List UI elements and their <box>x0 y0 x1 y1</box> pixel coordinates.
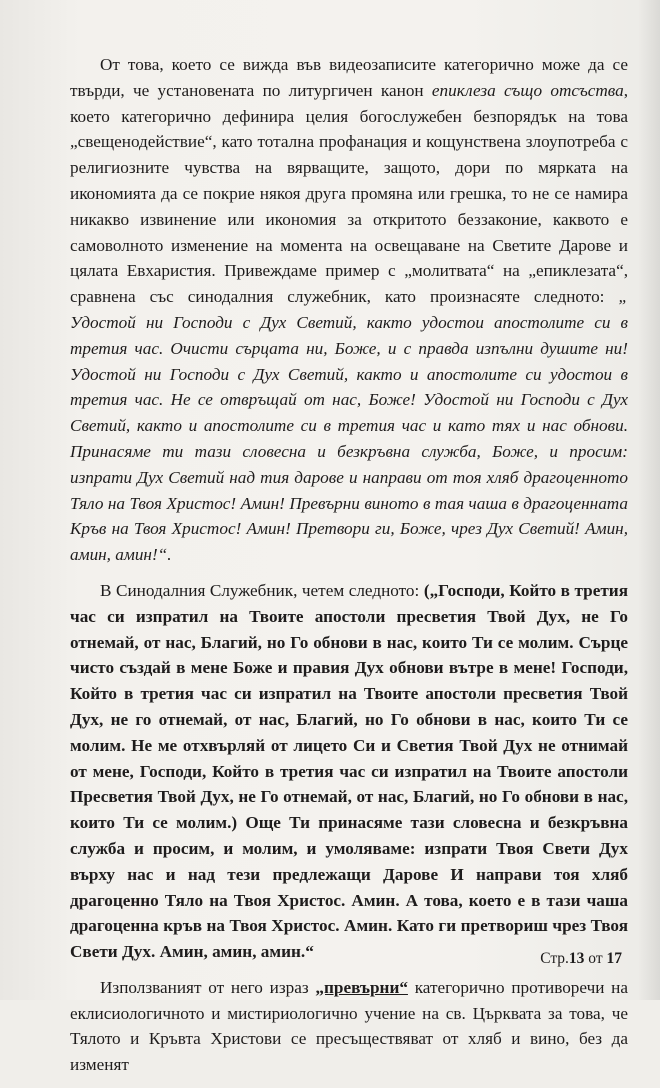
paragraph-3-text-c: категорично противоречи на еклисиологичното и мистириологично учение на св. Църквата за това, че Тялото и Кръвта Христови се пресъществяват от хляб и вино, без да изменят <box>70 977 629 1075</box>
paragraph-1-italic-quote: „ Удостой ни Господи с Дух Светий, както удостои апостолите си в третия час. Очисти сърцата ни, Боже, и с правда изпълни душите ни! Удостой ни Господи с Дух Светий, както и апостолите си удостои в третия час. Не се отвръщай от нас, Боже! Удостой ни Господи с Дух Светий, както и апостолите си в третия час и като тях и нас обнови. Принасяме ти тази словесна и безкръвна служба, Боже, и просим: изпрати Дух Светий над тия дарове и направи от тоя хляб драгоценното Тяло на Твоя Христос! Амин! Превърни виното в тая чаша в драгоценната Кръв на Твоя Христос! Амин! Претвори ги, Боже, чрез Дух Светий! Амин, амин, амин!“. <box>70 287 628 565</box>
paragraph-1 <box>70 52 628 568</box>
page-number-current: 13 <box>568 950 585 967</box>
page-number-middle: от <box>584 950 607 967</box>
page-number-prefix: Стр. <box>540 950 569 967</box>
paragraph-3-underlined-term: „превърни“ <box>315 977 408 997</box>
paragraph-2-text-a: В Синодалния Служебник, четем следното: <box>100 580 424 600</box>
page-number <box>540 950 622 968</box>
paragraph-3-text-a: Използваният от него израз <box>100 977 316 997</box>
paragraph-1-text-a: От това, което се вижда във видеозаписите категорично може да се твърди, че установената по литургичен канон <box>70 55 628 100</box>
page-number-total: 17 <box>606 950 622 967</box>
paragraph-3 <box>70 975 628 1078</box>
paragraph-2-bold-quote: („Господи, Който в третия час си изпратил на Твоите апостоли пресветия Твой Дух, не Го отнемай, от нас, Благий, но Го обнови в нас, които Ти се молим. Сърце чисто създай в мене Боже и правия Дух обнови вътре в мене! Господи, Който в третия час си изпратил на Твоите апостоли пресветия Твой Дух, не го отнемай, от нас, Благий, но Го обнови в нас, които Ти се молим. Не ме отхвърляй от лицето Си и Светия Твой Дух не отнимай от мене, Господи, Който в третия час си изпратил на Твоите апостоли Пресветия Твой Дух, не Го отнемай, от нас, Благий, но Го обнови в нас, които Ти се молим.) Още Ти принасяме тази словесна и безкръвна служба и просим, и молим, и умоляваме: изпрати Твоя Свети Дух върху нас и над тези предлежащи Дарове И направи тоя хляб драгоценно Тяло на Твоя Христос. Амин. А това, което е в тази чаша драгоценна кръв на Твоя Христос. Амин. Като ги претвориш чрез Твоя Свети Дух. Амин, амин, амин.“ <box>70 580 628 962</box>
paragraph-1-text-c: , което категорично дефинира целия богослужебен безпорядък на това „свещенодействие“, като тотална профанация и кощунствена злоупотреба с религиозните чувства на вярващите, защото, дори по мярката на икономията да се покрие някоя друга промяна или грешка, то не се намира никакво извинение или икономия за откритото беззаконие, каквото е самоволното изменение на момента на освещаване на Светите Дарове и цялата Евхаристия. Привеждаме пример с „молитвата“ на „епиклезата“, сравнена със синодалния служебник, като произнасяте следното: <box>70 80 629 307</box>
paragraph-2 <box>70 578 628 965</box>
page-edge-shadow <box>638 0 660 1000</box>
body-text <box>70 52 628 1088</box>
paragraph-1-italic-term: епиклеза също отсъства <box>431 80 624 100</box>
